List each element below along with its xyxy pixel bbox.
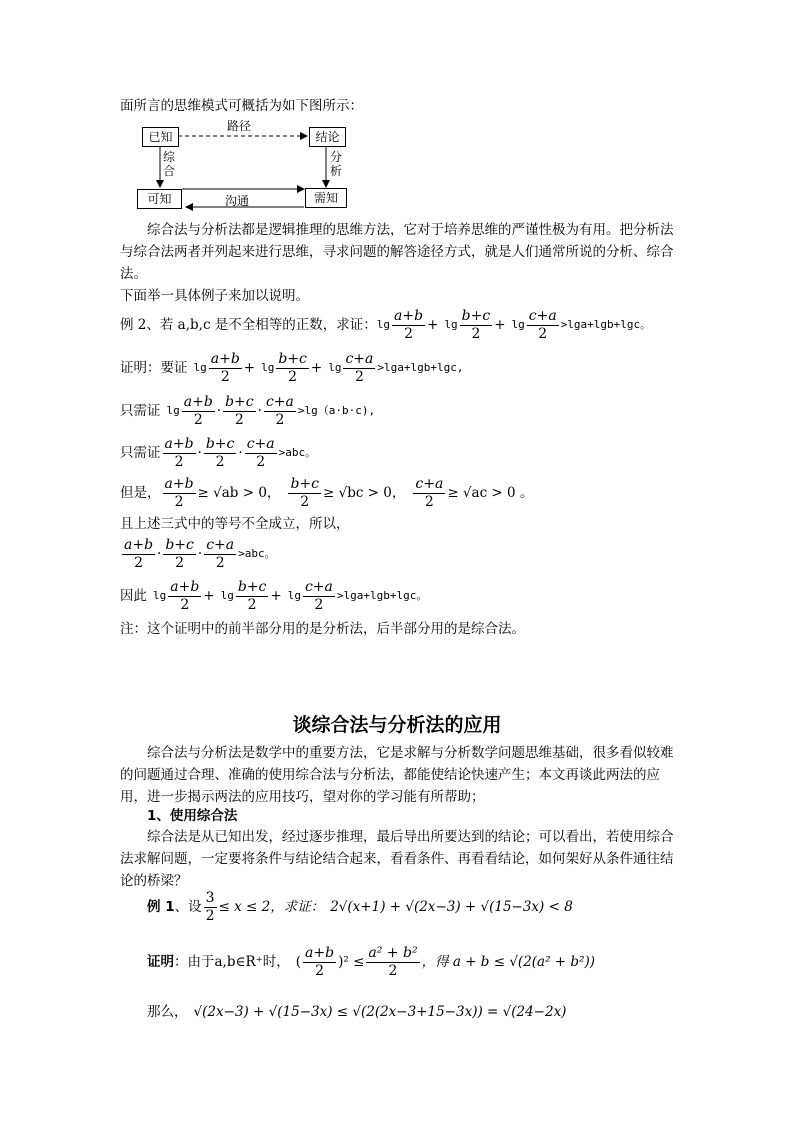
- paragraph-methods: 综合法与分析法都是逻辑推理的思维方法，它对于培养思维的严谨性极为有用。把分析法与综合法两者并列起来进行思维，寻求问题的解答途径方式，就是人们通常所说的分析、综合法。: [120, 222, 674, 282]
- fraction: $\frac{a+b}{2}$: [210, 350, 240, 385]
- fraction: $\frac{c+a}{2}$: [206, 536, 235, 571]
- section-heading-synthesis: 1、使用综合法: [147, 808, 238, 824]
- fraction: $\frac{a+b}{2}$: [164, 475, 194, 510]
- proof-line: 证明：要证 lg $\frac{a+b}{2}$ + lg $\frac{b+c}{2}$ + lg $\frac{c+a}{2}$ >lga+lgb+lgc,: [120, 350, 464, 385]
- then-line: 那么， √(2x−3) + √(15−3x) ≤ √(2(2x−3+15−3x)) = √(24−2x): [147, 1004, 567, 1020]
- fraction: $\frac{b+c}{2}$: [225, 393, 254, 428]
- fraction: $\frac{b+c}{2}$: [278, 350, 307, 385]
- section-paragraph-1: 综合法与分析法是数学中的重要方法，它是求解与分析数学问题思维基础，很多看似较难的问题通过合理、准确的使用综合法与分析法，都能使结论快速产生；本文再谈此两法的应用，进一步揭示两法的应用技巧，望对你的学习能有所帮助；: [120, 745, 674, 805]
- fraction: $\frac{b+c}{2}$: [237, 578, 267, 613]
- label-communicate: 沟通: [225, 194, 250, 208]
- and-line: 且上述三式中的等号不全成立，所以，: [120, 516, 350, 532]
- fraction: $\frac{c+a}{2}$: [345, 350, 374, 385]
- fraction: $\frac{a+b}{2}$: [164, 435, 194, 470]
- fraction: $\frac{b+c}{2}$: [205, 435, 235, 470]
- fraction: $\frac{\text{a² + b²}}{2}$: [368, 944, 418, 979]
- label-analysis: 分 析: [330, 150, 343, 178]
- but-line: 但是， $\frac{a+b}{2}$ ≥ √ab > 0， $\frac{b+c}{2}$ ≥ √bc > 0， $\frac{c+a}{2}$ ≥ √ac > 0 。: [120, 475, 534, 510]
- product-line: $\frac{a+b}{2}$ · $\frac{b+c}{2}$ · $\frac{c+a}{2}$ >abc。: [124, 536, 276, 571]
- fraction: $\frac{a+b}{2}$: [183, 393, 213, 428]
- label-synth: 综 合: [163, 150, 176, 178]
- fraction: $\frac{b+c}{2}$: [290, 475, 319, 510]
- box-knowable: 可知: [137, 189, 182, 209]
- example1-line: 例 1 、设 $\frac{3}{2}$ ≤ x ≤ 2，求证： 2√(x+1) + √(2x−3) + √(15−3x) < 8: [147, 889, 573, 924]
- note-line: 注：这个证明中的前半部分用的是分析法，后半部分用的是综合法。: [120, 621, 525, 637]
- fraction: $\frac{c+a}{2}$: [246, 435, 275, 470]
- fraction: $\frac{a+b}{2}$: [124, 536, 154, 571]
- need-line-1: 只需证 lg $\frac{a+b}{2}$ · $\frac{b+c}{2}$ · $\frac{c+a}{2}$ >lg（a·b·c),: [120, 393, 376, 428]
- box-need: 需知: [305, 188, 347, 208]
- example2-lead: 例 2、若 a,b,c 是不全相等的正数，求证：: [120, 317, 377, 333]
- fraction: $\frac{b+c}{2}$: [461, 307, 491, 342]
- fraction: $\frac{b+c}{2}$: [165, 536, 194, 571]
- fraction: $\frac{a+b}{2}$: [394, 307, 424, 342]
- section-title: 谈综合法与分析法的应用: [292, 714, 502, 736]
- example2-statement: 例 2、若 a,b,c 是不全相等的正数，求证： lg $\frac{a+b}{2}$ + lg $\frac{b+c}{2}$ + lg $\frac{c+a}{2}$ >lga+lgb+lgc。: [120, 307, 652, 342]
- hence-line: 因此 lg $\frac{a+b}{2}$ + lg $\frac{b+c}{2}$ + lg $\frac{c+a}{2}$ >lga+lgb+lgc。: [120, 578, 428, 613]
- example1-proof-line: 证明 ：由于a,b∈R⁺时， ( $\frac{a+b}{2}$ )² ≤ $\frac{\text{a² + b²}}{2}$ ，得 a + b ≤ √(2(a² + b²)): [147, 944, 595, 979]
- fraction: $\frac{c+a}{2}$: [415, 475, 444, 510]
- fraction: $\frac{c+a}{2}$: [528, 307, 557, 342]
- fraction: $\frac{c+a}{2}$: [265, 393, 294, 428]
- fraction: $\frac{a+b}{2}$: [305, 944, 335, 979]
- paragraph-example-intro: 下面举一具体例子来加以说明。: [120, 288, 309, 304]
- fraction: $\frac{a+b}{2}$: [170, 578, 200, 613]
- box-conclusion: 结论: [309, 127, 346, 147]
- section-paragraph-2: 综合法是从已知出发，经过逐步推理，最后导出所要达到的结论；可以看出，若使用综合法求解问题，一定要将条件与结论结合起来，看看条件、再看看结论，如何架好从条件通往结论的桥梁？: [120, 829, 674, 889]
- box-known: 已知: [142, 127, 179, 147]
- fraction: $\frac{c+a}{2}$: [304, 578, 333, 613]
- intro-text: 面所言的思维模式可概括为如下图所示：: [120, 98, 363, 114]
- fraction: $\frac{3}{2}$: [205, 889, 215, 924]
- need-line-2: 只需证 $\frac{a+b}{2}$ · $\frac{b+c}{2}$ · $\frac{c+a}{2}$ >abc。: [120, 435, 317, 470]
- label-path: 路径: [227, 119, 252, 133]
